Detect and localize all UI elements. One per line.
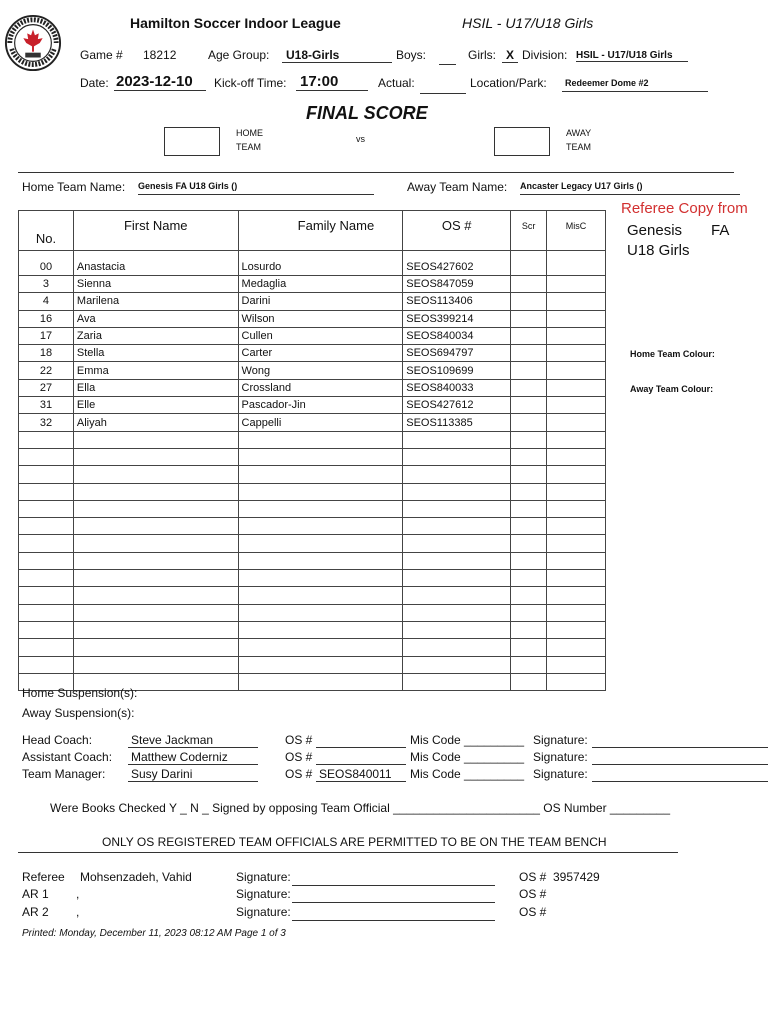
cell-family-name bbox=[238, 431, 403, 448]
official-mis-code: Mis Code _________ bbox=[410, 750, 525, 764]
cell-first-name bbox=[73, 535, 238, 552]
cell-os bbox=[403, 448, 511, 465]
table-row bbox=[19, 466, 606, 483]
away-score-box bbox=[494, 127, 550, 156]
cell-misc bbox=[547, 552, 606, 569]
cell-scr bbox=[511, 293, 547, 310]
referee-name: , bbox=[76, 887, 80, 901]
cell-os: SEOS427602 bbox=[403, 251, 511, 276]
cell-os: SEOS109699 bbox=[403, 362, 511, 379]
cell-first-name bbox=[73, 431, 238, 448]
cell-scr bbox=[511, 518, 547, 535]
cell-family-name bbox=[238, 483, 403, 500]
referee-name: Mohsenzadeh, Vahid bbox=[80, 870, 192, 884]
side-team-word1: Genesis bbox=[627, 222, 683, 239]
cell-family-name bbox=[238, 466, 403, 483]
cell-first-name: Zaria bbox=[73, 327, 238, 344]
cell-no: 16 bbox=[19, 310, 74, 327]
home-team-name: Genesis FA U18 Girls () bbox=[138, 181, 374, 195]
home-suspensions-label: Home Suspension(s): bbox=[22, 686, 138, 700]
cell-no bbox=[19, 656, 74, 673]
referee-copy-heading: Referee Copy from bbox=[621, 200, 748, 217]
cell-family-name: Losurdo bbox=[238, 251, 403, 276]
age-group-label: Age Group: bbox=[208, 48, 270, 62]
referee-role: AR 1 bbox=[22, 887, 49, 901]
cell-scr bbox=[511, 448, 547, 465]
cell-misc bbox=[547, 362, 606, 379]
cell-first-name bbox=[73, 604, 238, 621]
location-label: Location/Park: bbox=[470, 76, 547, 90]
cell-no bbox=[19, 587, 74, 604]
header-first-name: First Name bbox=[73, 211, 238, 251]
cell-os: SEOS847059 bbox=[403, 276, 511, 293]
referee-os-label: OS # bbox=[519, 870, 547, 884]
home-score-box bbox=[164, 127, 220, 156]
cell-os bbox=[403, 500, 511, 517]
cell-scr bbox=[511, 621, 547, 638]
referee-os-label: OS # bbox=[519, 887, 547, 901]
official-os-label: OS # bbox=[285, 767, 313, 781]
cell-family-name bbox=[238, 570, 403, 587]
cell-family-name: Pascador-Jin bbox=[238, 397, 403, 414]
date-value: 2023-12-10 bbox=[114, 73, 206, 91]
cell-family-name bbox=[238, 552, 403, 569]
cell-misc bbox=[547, 500, 606, 517]
table-row bbox=[19, 397, 606, 414]
official-name: Steve Jackman bbox=[128, 733, 258, 748]
home-label-2: TEAM bbox=[236, 142, 262, 152]
away-team-label: Away Team Name: bbox=[407, 180, 508, 194]
official-signature-line[interactable] bbox=[592, 764, 768, 765]
cell-first-name bbox=[73, 466, 238, 483]
cell-os bbox=[403, 570, 511, 587]
division-label: Division: bbox=[522, 48, 568, 62]
cell-misc bbox=[547, 345, 606, 362]
table-row bbox=[19, 570, 606, 587]
cell-misc bbox=[547, 276, 606, 293]
cell-family-name bbox=[238, 656, 403, 673]
kickoff-label: Kick-off Time: bbox=[214, 76, 287, 90]
cell-misc bbox=[547, 379, 606, 396]
official-os-value: SEOS840011 bbox=[316, 767, 406, 782]
cell-misc bbox=[547, 656, 606, 673]
cell-family-name: Medaglia bbox=[238, 276, 403, 293]
official-role: Head Coach: bbox=[22, 733, 93, 747]
table-row bbox=[19, 327, 606, 344]
table-row bbox=[19, 656, 606, 673]
cell-no: 17 bbox=[19, 327, 74, 344]
cell-no bbox=[19, 466, 74, 483]
cell-family-name: Wilson bbox=[238, 310, 403, 327]
cell-scr bbox=[511, 570, 547, 587]
vs-label: vs bbox=[356, 134, 365, 144]
away-colour-label: Away Team Colour: bbox=[630, 384, 714, 394]
table-row bbox=[19, 639, 606, 656]
cell-no: 18 bbox=[19, 345, 74, 362]
cell-no bbox=[19, 500, 74, 517]
cell-family-name bbox=[238, 448, 403, 465]
cell-scr bbox=[511, 483, 547, 500]
cell-first-name bbox=[73, 621, 238, 638]
cell-no: 32 bbox=[19, 414, 74, 431]
referee-signature-line[interactable] bbox=[292, 920, 495, 921]
referee-os-label: OS # bbox=[519, 905, 547, 919]
side-team-word2: FA bbox=[711, 222, 730, 239]
table-row bbox=[19, 362, 606, 379]
game-label: Game # bbox=[80, 48, 123, 62]
cell-scr bbox=[511, 604, 547, 621]
roster-header-row bbox=[19, 211, 606, 251]
side-team-line2: U18 Girls bbox=[627, 242, 690, 259]
cell-os bbox=[403, 466, 511, 483]
cell-os bbox=[403, 621, 511, 638]
cell-scr bbox=[511, 362, 547, 379]
official-mis-code: Mis Code _________ bbox=[410, 733, 525, 747]
girls-mark: X bbox=[502, 48, 518, 63]
away-team-name: Ancaster Legacy U17 Girls () bbox=[520, 181, 740, 195]
cell-no: 00 bbox=[19, 251, 74, 276]
cell-scr bbox=[511, 431, 547, 448]
cell-no: 22 bbox=[19, 362, 74, 379]
cell-os bbox=[403, 639, 511, 656]
cell-no bbox=[19, 570, 74, 587]
table-row bbox=[19, 535, 606, 552]
actual-label: Actual: bbox=[378, 76, 415, 90]
division-title: HSIL - U17/U18 Girls bbox=[462, 15, 594, 31]
cell-family-name bbox=[238, 535, 403, 552]
cell-misc bbox=[547, 535, 606, 552]
official-signature-line[interactable] bbox=[592, 747, 768, 748]
cell-family-name: Crossland bbox=[238, 379, 403, 396]
division-value: HSIL - U17/U18 Girls bbox=[576, 50, 688, 62]
table-row bbox=[19, 414, 606, 431]
cell-first-name: Aliyah bbox=[73, 414, 238, 431]
cell-os bbox=[403, 587, 511, 604]
cell-misc bbox=[547, 251, 606, 276]
referee-role: Referee bbox=[22, 870, 65, 884]
cell-misc bbox=[547, 310, 606, 327]
table-row bbox=[19, 379, 606, 396]
cell-misc bbox=[547, 570, 606, 587]
table-row bbox=[19, 293, 606, 310]
cell-os: SEOS840033 bbox=[403, 379, 511, 396]
home-label-1: HOME bbox=[236, 128, 263, 138]
cell-first-name bbox=[73, 518, 238, 535]
official-signature-label: Signature: bbox=[533, 767, 588, 781]
cell-no bbox=[19, 639, 74, 656]
referee-name: , bbox=[76, 905, 80, 919]
cell-scr bbox=[511, 276, 547, 293]
game-number: 18212 bbox=[143, 48, 177, 62]
bench-divider bbox=[18, 852, 678, 853]
location-value: Redeemer Dome #2 bbox=[562, 78, 708, 92]
header-scr: Scr bbox=[511, 211, 547, 251]
cell-family-name: Cullen bbox=[238, 327, 403, 344]
table-row bbox=[19, 310, 606, 327]
cell-family-name: Darini bbox=[238, 293, 403, 310]
cell-first-name: Ava bbox=[73, 310, 238, 327]
cell-misc bbox=[547, 604, 606, 621]
cell-no: 4 bbox=[19, 293, 74, 310]
cell-scr bbox=[511, 500, 547, 517]
kickoff-value: 17:00 bbox=[296, 73, 368, 91]
cell-os bbox=[403, 518, 511, 535]
boys-label: Boys: bbox=[396, 48, 427, 62]
final-score-title: FINAL SCORE bbox=[306, 103, 428, 123]
official-os-value bbox=[316, 750, 406, 765]
cell-family-name bbox=[238, 673, 403, 690]
cell-misc bbox=[547, 327, 606, 344]
cell-no bbox=[19, 535, 74, 552]
cell-misc bbox=[547, 431, 606, 448]
cell-scr bbox=[511, 397, 547, 414]
home-team-label: Home Team Name: bbox=[22, 180, 126, 194]
cell-misc bbox=[547, 293, 606, 310]
cell-scr bbox=[511, 535, 547, 552]
cell-family-name bbox=[238, 604, 403, 621]
table-row bbox=[19, 500, 606, 517]
score-divider bbox=[18, 172, 734, 173]
table-row bbox=[19, 604, 606, 621]
official-os-value bbox=[316, 733, 406, 748]
referee-role: AR 2 bbox=[22, 905, 49, 919]
cell-first-name: Elle bbox=[73, 397, 238, 414]
cell-family-name bbox=[238, 621, 403, 638]
away-label-1: AWAY bbox=[566, 128, 592, 138]
cell-scr bbox=[511, 656, 547, 673]
official-signature-line[interactable] bbox=[592, 781, 768, 782]
cell-no: 27 bbox=[19, 379, 74, 396]
cell-misc bbox=[547, 621, 606, 638]
cell-no: 31 bbox=[19, 397, 74, 414]
official-os-label: OS # bbox=[285, 750, 313, 764]
cell-misc bbox=[547, 397, 606, 414]
table-row bbox=[19, 587, 606, 604]
date-label: Date: bbox=[80, 76, 109, 90]
cell-first-name bbox=[73, 656, 238, 673]
cell-scr bbox=[511, 345, 547, 362]
books-checked-line: Were Books Checked Y _ N _ Signed by opposing Team Official ______________________ OS Number _________ bbox=[50, 801, 670, 815]
roster-body bbox=[19, 251, 606, 691]
official-mis-code: Mis Code _________ bbox=[410, 767, 525, 781]
cell-first-name bbox=[73, 587, 238, 604]
cell-os bbox=[403, 656, 511, 673]
cell-os: SEOS427612 bbox=[403, 397, 511, 414]
age-group-value: U18-Girls bbox=[282, 48, 392, 63]
printed-footer: Printed: Monday, December 11, 2023 08:12 AM Page 1 of 3 bbox=[22, 928, 286, 939]
cell-os bbox=[403, 673, 511, 690]
cell-scr bbox=[511, 251, 547, 276]
cell-first-name: Ella bbox=[73, 379, 238, 396]
cell-family-name bbox=[238, 500, 403, 517]
cell-scr bbox=[511, 310, 547, 327]
table-row bbox=[19, 621, 606, 638]
header-misc: MisC bbox=[547, 211, 606, 251]
official-name: Matthew Coderniz bbox=[128, 750, 258, 765]
cell-first-name: Sienna bbox=[73, 276, 238, 293]
cell-misc bbox=[547, 518, 606, 535]
cell-misc bbox=[547, 448, 606, 465]
header-os: OS # bbox=[403, 211, 511, 251]
cell-os bbox=[403, 483, 511, 500]
cell-misc bbox=[547, 587, 606, 604]
cell-family-name: Carter bbox=[238, 345, 403, 362]
roster-table bbox=[18, 210, 606, 691]
cell-os bbox=[403, 535, 511, 552]
table-row bbox=[19, 431, 606, 448]
cell-first-name bbox=[73, 552, 238, 569]
cell-no: 3 bbox=[19, 276, 74, 293]
table-row bbox=[19, 518, 606, 535]
cell-first-name: Marilena bbox=[73, 293, 238, 310]
cell-first-name bbox=[73, 500, 238, 517]
cell-first-name: Emma bbox=[73, 362, 238, 379]
bench-notice: ONLY OS REGISTERED TEAM OFFICIALS ARE PERMITTED TO BE ON THE TEAM BENCH bbox=[102, 835, 607, 849]
league-logo bbox=[4, 14, 62, 72]
cell-os: SEOS113385 bbox=[403, 414, 511, 431]
header-no: No. bbox=[19, 211, 74, 251]
cell-os: SEOS399214 bbox=[403, 310, 511, 327]
cell-family-name bbox=[238, 639, 403, 656]
cell-misc bbox=[547, 414, 606, 431]
cell-scr bbox=[511, 552, 547, 569]
referee-signature-line[interactable] bbox=[292, 902, 495, 903]
cell-family-name: Wong bbox=[238, 362, 403, 379]
cell-first-name bbox=[73, 448, 238, 465]
official-name: Susy Darini bbox=[128, 767, 258, 782]
boys-line bbox=[439, 64, 456, 65]
cell-scr bbox=[511, 587, 547, 604]
cell-family-name: Cappelli bbox=[238, 414, 403, 431]
cell-family-name bbox=[238, 518, 403, 535]
cell-scr bbox=[511, 327, 547, 344]
league-title: Hamilton Soccer Indoor League bbox=[130, 15, 341, 31]
referee-os-value: 3957429 bbox=[553, 870, 600, 884]
cell-os: SEOS840034 bbox=[403, 327, 511, 344]
table-row bbox=[19, 552, 606, 569]
cell-misc bbox=[547, 639, 606, 656]
cell-os bbox=[403, 604, 511, 621]
cell-os bbox=[403, 431, 511, 448]
official-os-label: OS # bbox=[285, 733, 313, 747]
away-label-2: TEAM bbox=[566, 142, 592, 152]
referee-signature-line[interactable] bbox=[292, 885, 495, 886]
cell-no bbox=[19, 518, 74, 535]
cell-misc bbox=[547, 673, 606, 690]
cell-no bbox=[19, 448, 74, 465]
official-role: Team Manager: bbox=[22, 767, 106, 781]
header-family-name: Family Name bbox=[238, 211, 403, 251]
cell-no bbox=[19, 483, 74, 500]
cell-scr bbox=[511, 673, 547, 690]
actual-line bbox=[420, 93, 466, 94]
cell-os: SEOS113406 bbox=[403, 293, 511, 310]
cell-first-name: Stella bbox=[73, 345, 238, 362]
cell-scr bbox=[511, 379, 547, 396]
cell-family-name bbox=[238, 587, 403, 604]
cell-misc bbox=[547, 483, 606, 500]
cell-scr bbox=[511, 639, 547, 656]
cell-first-name bbox=[73, 639, 238, 656]
cell-first-name: Anastacia bbox=[73, 251, 238, 276]
cell-misc bbox=[547, 466, 606, 483]
cell-no bbox=[19, 604, 74, 621]
home-colour-label: Home Team Colour: bbox=[630, 349, 715, 359]
cell-scr bbox=[511, 414, 547, 431]
away-suspensions-label: Away Suspension(s): bbox=[22, 706, 135, 720]
referee-signature-label: Signature: bbox=[236, 870, 291, 884]
cell-no bbox=[19, 552, 74, 569]
cell-no bbox=[19, 431, 74, 448]
table-row bbox=[19, 251, 606, 276]
cell-first-name bbox=[73, 570, 238, 587]
referee-signature-label: Signature: bbox=[236, 905, 291, 919]
referee-signature-label: Signature: bbox=[236, 887, 291, 901]
official-role: Assistant Coach: bbox=[22, 750, 113, 764]
official-signature-label: Signature: bbox=[533, 750, 588, 764]
table-row bbox=[19, 483, 606, 500]
cell-first-name bbox=[73, 483, 238, 500]
table-row bbox=[19, 276, 606, 293]
cell-os: SEOS694797 bbox=[403, 345, 511, 362]
table-row bbox=[19, 448, 606, 465]
table-row bbox=[19, 345, 606, 362]
girls-label: Girls: bbox=[468, 48, 496, 62]
cell-scr bbox=[511, 466, 547, 483]
cell-os bbox=[403, 552, 511, 569]
cell-no bbox=[19, 621, 74, 638]
official-signature-label: Signature: bbox=[533, 733, 588, 747]
